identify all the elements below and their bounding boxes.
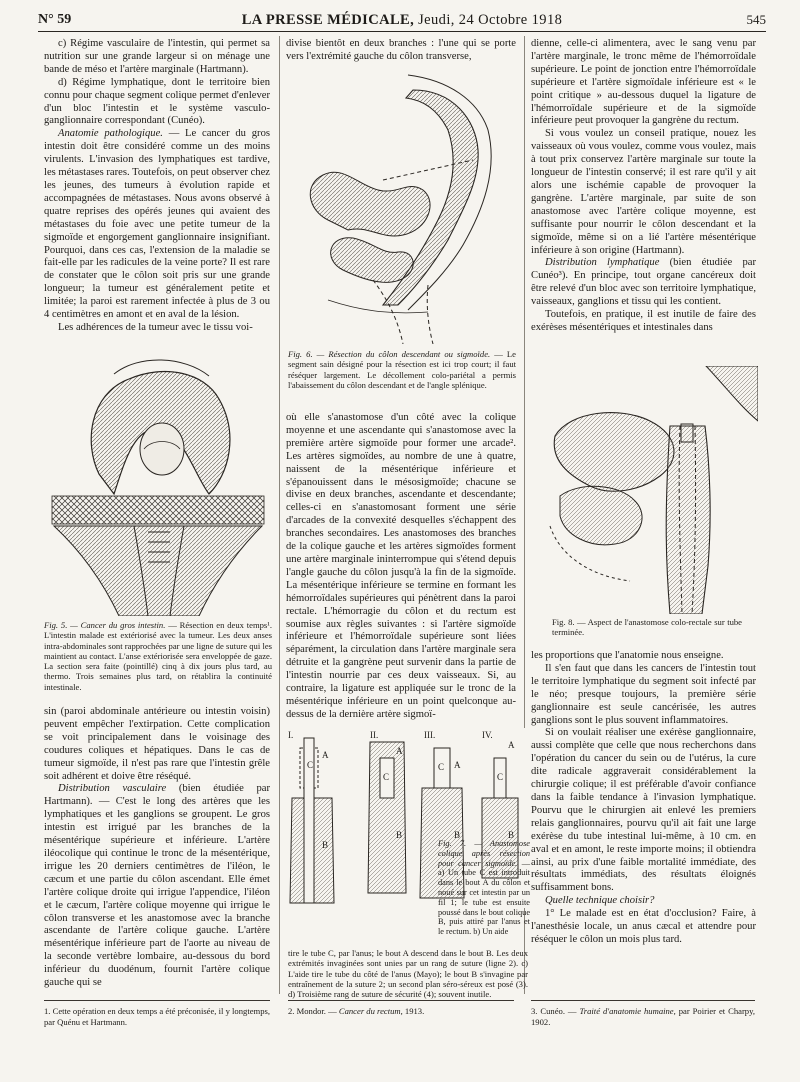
segment-label: A — [396, 746, 403, 756]
paragraph: Toutefois, en pratique, il est inutile de faire des exérèses mésentériques et intestinales dans — [531, 309, 756, 333]
figure-5-caption: Fig. 5. — Cancer du gros intestin. — Résection en deux temps¹. L'intestin malade est extériorisé avec la tumeur. Les deux anses intra-abdominales sont rapprochées par une ligne de suture qui les maintient au contact. L'anse extériorisée sera enveloppée de gaze. La section sera faite (pointillé) cinq à dix jours plus tard, au thermo. Trois semaines plus tard, on rétablira la continuité intestinale. — [44, 620, 272, 692]
paragraph: Les adhérences de la tumeur avec le tissu voi- — [58, 321, 253, 333]
paragraph: d) Régime lymphatique, dont le territoire bien connu pour chaque segment colique permet d'enlever d'un bloc l'intestin et le système vasculo-ganglionnaire correspondant (Cunéo). — [44, 76, 270, 127]
paragraph: c) Régime vasculaire de l'intestin, qui permet sa nutrition sur une grande largeur si on ménage une bande de méso et l'artère marginale (Hartmann). — [44, 38, 270, 75]
segment-label: B — [322, 840, 329, 850]
column-1-continued — [44, 706, 270, 990]
footnote-rule — [288, 1000, 514, 1001]
column-3-continued — [531, 650, 756, 947]
segment-label: A — [508, 740, 515, 750]
segment-label: A — [322, 750, 329, 760]
tube-label: C — [383, 772, 390, 782]
paragraph: où elle s'anastomose d'un côté avec la colique moyenne et une ascendante qui s'anastomose avec la première artère sigmoïde pour former une arcade². Les artères sigmoïdes, au nombre de une à quatre, naissent de la mésentérique inférieure et s'épanouissent dans le mésosigmoïde; chacune se divise en deux branches, ascendante et descendante; celles-ci en s'anastomosant forment une série d'arcades de la convexité desquelles s'échappent des branches secondaires. Les anastomoses des branches de la colique gauche et les artères sigmoïdes forment une artère marginale ininterrompue qui s'étend depuis l'angle gauche du côlon jusqu'à la fin de la sigmoïde. La mésentérique inférieure se termine en formant les hémorroïdales supérieures qui pénètrent dans la paroi rectale. L'hémorragie du côlon et du rectum est soumise aux règles suivantes : si l'artère sigmoïde inférieure et l'hémorroïdale supérieure sont liées séparément, la circulation dans l'artère marginale sera détruite et la gangrène peut survenir dans la partie de l'intestin nourrie par ces deux vaisseaux. Si, au contraire, la ligature est appliquée sur le tronc de la mésentérique inférieure en un point quelconque au-dessus de la dernière artère sigmoï- — [286, 412, 516, 720]
figure-5-drawing — [44, 354, 272, 616]
paragraph: Distribution vasculaire (bien étudiée par Hartmann). — C'est le long des artères que les lymphatiques et les ganglions se groupent. Le gros intestin est irrigué par les branches de la mésentérique supérieure et inférieure. L'artère iléocolique qui continue le tronc de la mésentérique, irrigue les 20 derniers centimètres de l'iléon, le cæcum et une partie du côlon ascendant. Elle émet l'artère colique droite qui irrigue l'appendice, l'iléon et le cæcum, l'artère colique moyenne qui irrigue le côlon transverse et les anastomose avec la branche ascendante de l'artère colique gauche. L'artère mésentérique inférieure part de l'aorte au niveau de la seconde vertèbre lombaire, au-dessous du bord inférieur du duodénum, fournit l'artère colique gauche qui se — [44, 783, 271, 989]
paragraph: Si vous voulez un conseil pratique, nouez les vaisseaux où vous voulez, comme vous voulez, mais à tout prix conservez l'artère marginale sur toute la longueur de l'intestin conservé; il est rare qu'il y ait alors une ischémie capable de provoquer la gangrène. L'artère marginale, par suite de son anastomose avec l'artère colique moyenne, est suffisante pour nourrir le côlon descendant et la sigmoïde, même si on a lié l'artère mésentérique inférieure à son origine (Hartmann). — [531, 128, 756, 256]
column-1 — [44, 38, 270, 335]
panel-label: II. — [370, 730, 379, 740]
paragraph: Si on voulait réaliser une exérèse ganglionnaire, aussi complète que celle que nous recherchons dans l'opération du cancer du sein ou de l'utérus, la cure dite radicale aggraverait considérablement la chirurgie colique; il est préférable d'avoir confiance dans la faible tendance à l'invasion lymphatique. Pourvu que le chirurgien ait enlevé les premiers relais ganglionnaires, pourvu qu'il ait fait une large exérèse du tube intestinal lui-même, à 10 cm. en aval et en amont, le reste importe moins; il obtiendra ainsi, au prix d'une faible mortalité immédiate, des résultats immédiats, des résultats éloignés suffisamment bons. — [531, 727, 756, 894]
figure-label: Fig. 5. — Cancer du gros intestin. — [44, 620, 166, 630]
paragraph: Il s'en faut que dans les cancers de l'intestin tout le territoire lymphatique du segment soit infecté par le néo; presque toujours, la première série ganglionnaire est seule cancérisée, les autres ganglions sont le plus souvent inflammatoires. — [531, 662, 756, 726]
journal-title — [38, 12, 766, 29]
paragraph: dienne, celle-ci alimentera, avec le sang venu par l'artère marginale, le tronc même de l'hémorroïdale supérieure. Le point de jonction entre l'hémorroïdale supérieure et l'artère sigmoïdale inférieure est « le point critique » au-dessous duquel la ligature de l'hémorroïdale supérieure et de la sigmoïde inférieure peut provoquer la gangrène du rectum. — [531, 38, 756, 127]
segment-label: A — [454, 760, 461, 770]
figure-6-illustration — [288, 70, 516, 344]
figure-7-caption-part-2: tire le tube C, par l'anus; le bout A descend dans le bout B. Les deux extrémités invaginées sont unies par un rang de suture (ligne 2). c) L'aide tire le tube du côté de l'anus (Mayo); le bout B s'invagine par entraînement de la suture 2; un second plan séro-séreux est posé (3). d) Troisième rang de suture de sécurité (4); souvent inutile. — [288, 948, 528, 1000]
header-rule — [38, 31, 766, 32]
footnote-rule — [44, 1000, 270, 1001]
section-heading: Anatomie pathologique. — [58, 128, 163, 140]
paragraph: les proportions que l'anatomie nous enseigne. — [531, 650, 724, 661]
running-header — [38, 10, 766, 32]
issue-date: Jeudi, 24 Octobre 1918 — [414, 12, 563, 28]
segment-label: B — [508, 830, 515, 840]
journal-name: LA PRESSE MÉDICALE, — [241, 12, 415, 28]
tube-label: C — [307, 760, 314, 770]
footnote-3: 3. Cunéo. — Traité d'anatomie humaine, par Poirier et Charpy, 1902. — [531, 1006, 755, 1027]
figure-8-illustration — [530, 366, 758, 614]
section-heading: Distribution vasculaire — [58, 783, 167, 795]
segment-label: B — [396, 830, 403, 840]
column-2-continued — [286, 412, 516, 722]
paragraph: sin (paroi abdominale antérieure ou intestin voisin) peuvent empêcher l'extirpation. Cette complication se voit principalement dans le voisinage des coudures coliques et hépatiques. Dans le cas de tumeur sigmoïde, il n'est pas rare que l'intestin grêle soit adhérent et doive être réséqué. — [44, 706, 270, 782]
footnote-2: 2. Mondor. — Cancer du rectum, 1913. — [288, 1006, 425, 1016]
figure-7-caption-part-1: Fig. 7. — Anastomose colique après résection pour cancer sigmoïde. — a) Un tube C est introduit dans le bout A du côlon et noué sur cet intestin par un fil 1; le tube est ensuite poussé dans le bout colique B, puis attiré par l'anus et le rectum. b) Un aide — [438, 839, 531, 937]
column-3 — [531, 38, 756, 335]
issue-number: N° 59 — [38, 12, 72, 27]
figure-label: Fig. 7. — Anastomose colique après résection pour cancer sigmoïde. — [438, 839, 530, 868]
page-number: 545 — [746, 12, 766, 27]
figure-6-caption: Fig. 6. — Résection du côlon descendant ou sigmoïde. — Le segment sain désigné pour la résection est ici trop court; il faut réséquer largement. Le décollement colo-pariétal a permis l'abaissement du côlon descendant et de l'angle splénique. — [288, 349, 516, 390]
panel-label: IV. — [482, 730, 493, 740]
paragraph: divise bientôt en deux branches : l'une qui se porte vers l'extrémité gauche du côlon transverse, — [286, 38, 516, 62]
panel-label: III. — [424, 730, 436, 740]
figure-6-drawing — [288, 70, 516, 344]
figure-8-drawing — [530, 366, 758, 614]
paragraph: 1° Le malade est en état d'occlusion? Faire, à l'anesthésie locale, un anus cæcal et attendre pour réséquer le côlon un mois plus tard. — [531, 908, 756, 945]
footnote-rule — [531, 1000, 755, 1001]
panel-label: I. — [288, 730, 294, 740]
footnote-1: 1. Cette opération en deux temps a été préconisée, il y longtemps, par Quénu et Hartmann. — [44, 1006, 270, 1027]
paragraph — [531, 895, 756, 908]
figure-label: Fig. 6. — Résection du côlon descendant ou sigmoïde. — [288, 349, 491, 359]
paragraph: Anatomie pathologique. — Le cancer du gros intestin doit être considéré comme un des moins virulents. L'invasion des lymphatiques est tardive, les métastases rares. Toutefois, on peut observer chez les jeunes, des tumeurs à évolution rapide et accompagnées de métastases. Nous avons observé à quatre reprises des opérés jeunes qui avaient des métastases du foie avec une petite tumeur de la sigmoïde et engorgement ganglionnaire insignifiant. Pourquoi, dans ces cas, l'extension de la maladie se fait-elle par les radicules de la veine porte? Il est rare de constater que le côlon soit pris sur une grande longueur; la tumeur est généralement petite et limitée; la paroi est rarement infectée à plus de 3 ou 4 centimètres en amont et en aval de la lésion. — [44, 128, 270, 321]
figure-8-caption: Fig. 8. — Aspect de l'anastomose colo-rectale sur tube terminée. — [552, 617, 742, 638]
segment-label: B — [454, 830, 461, 840]
column-divider — [279, 36, 280, 994]
section-heading: Distribution lymphatique — [545, 257, 660, 269]
tube-label: C — [497, 772, 504, 782]
paragraph: Distribution lymphatique (bien étudiée par Cunéo³). En principe, tout organe cancéreux doit être relevé d'un bloc avec son territoire lymphatique, vaisseaux, ganglions et tissu qui les contient. — [531, 257, 756, 308]
figure-5-illustration — [44, 354, 272, 616]
column-2 — [286, 38, 516, 64]
tube-label: C — [438, 762, 445, 772]
section-heading: Quelle technique choisir? — [545, 895, 655, 907]
